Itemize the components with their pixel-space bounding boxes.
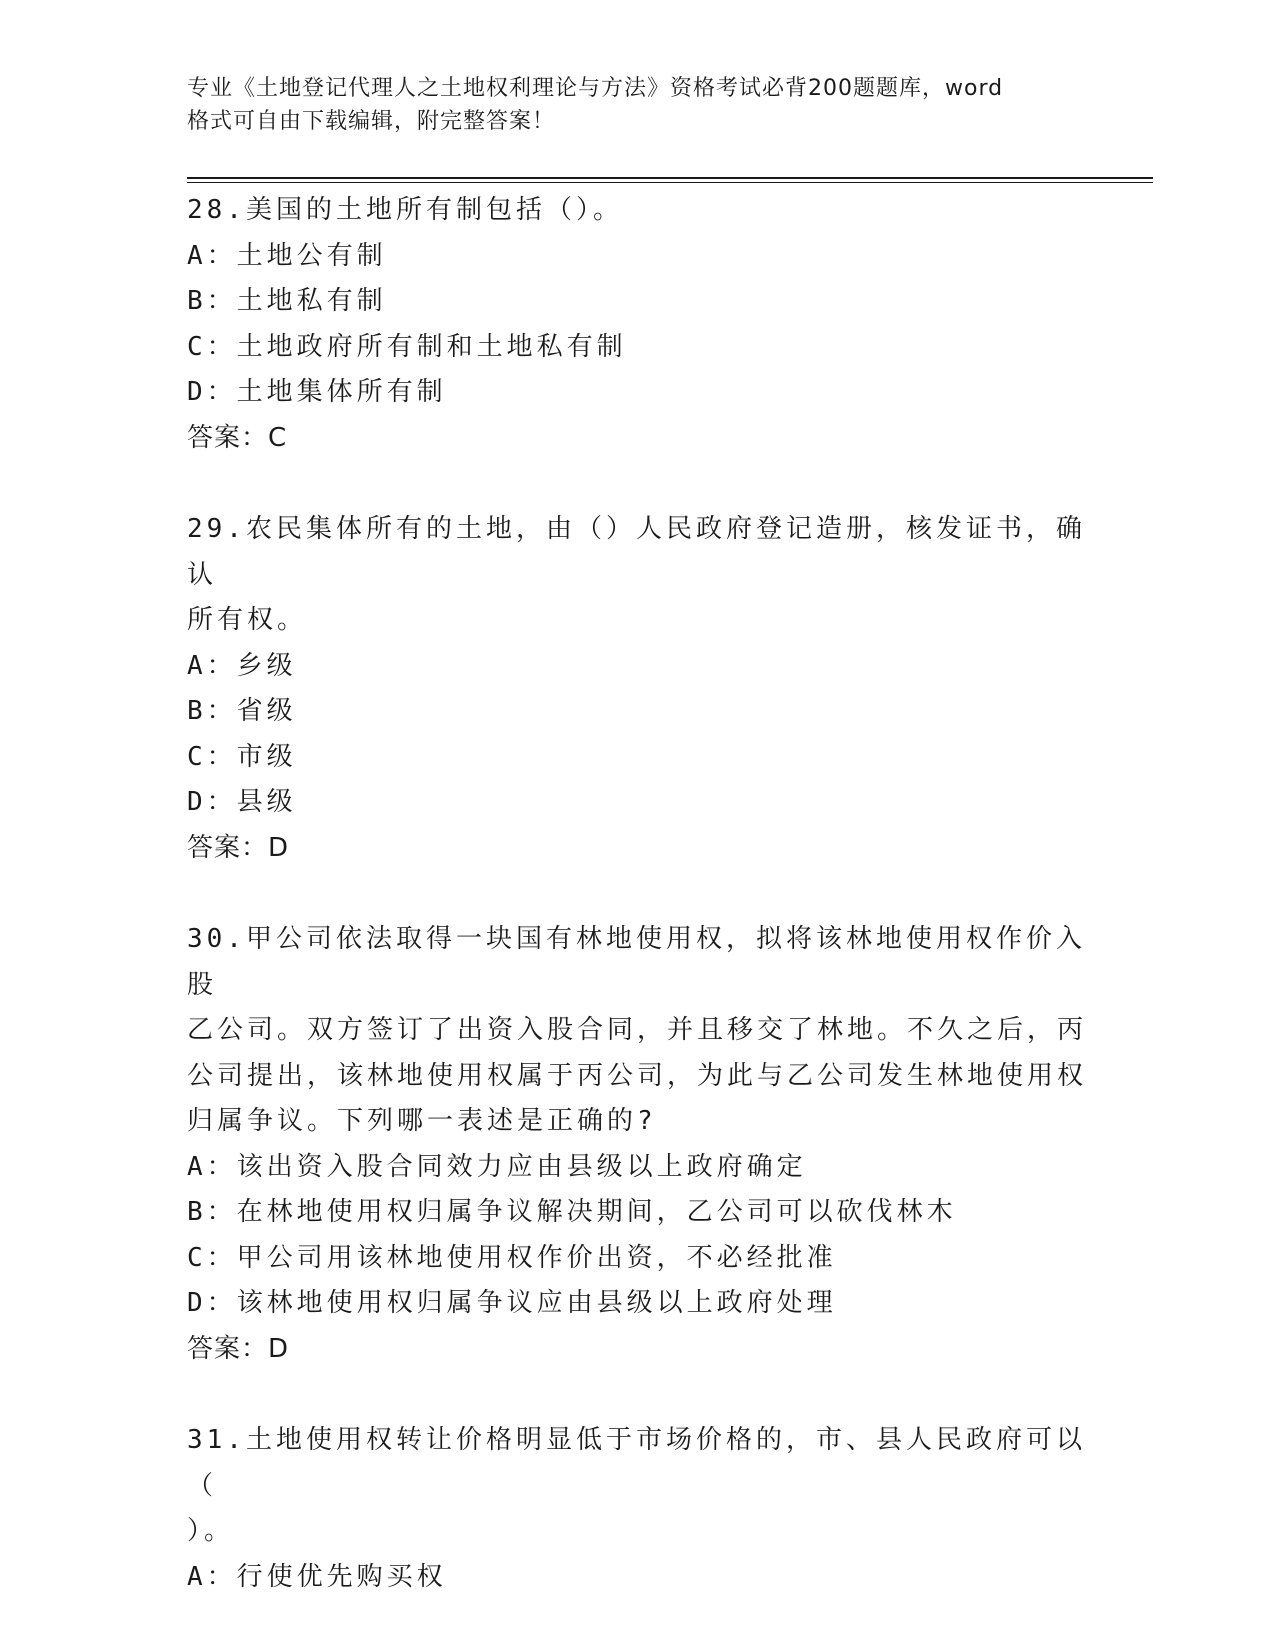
question-stem-continued: 乙公司。双方签订了出资入股合同，并且移交了林地。不久之后，丙	[187, 1015, 1088, 1045]
question-list	[187, 188, 1087, 1646]
question-29	[187, 507, 1087, 871]
question-stem-continued: 公司提出，该林地使用权属于丙公司，为此与乙公司发生林地使用权	[187, 1060, 1088, 1091]
question-31	[187, 1418, 1087, 1600]
answer-line: 答案：C	[187, 422, 288, 453]
header-divider-thin	[187, 182, 1153, 183]
question-stem: 29.农民集体所有的土地，由（）人民政府登记造册，核发证书，确认	[187, 514, 1086, 590]
question-stem-continued: 所有权。	[187, 605, 308, 635]
option-a: A：乡级	[187, 650, 297, 681]
option-b: B：在林地使用权归属争议解决期间，乙公司可以砍伐林木	[187, 1197, 957, 1227]
option-a: A：该出资入股合同效力应由县级以上政府确定	[187, 1151, 807, 1182]
option-c: C：甲公司用该林地使用权作价出资，不必经批准	[187, 1242, 837, 1273]
option-c: C：土地政府所有制和土地私有制	[187, 331, 627, 362]
option-a: A：土地公有制	[187, 240, 387, 271]
question-28	[187, 188, 1087, 461]
intro-line-1: 专业《土地登记代理人之土地权利理论与方法》资格考试必背200题题库，word	[187, 76, 1004, 101]
option-a: A：行使优先购买权	[187, 1561, 447, 1592]
option-c: C：市级	[187, 741, 297, 772]
intro-line-2: 格式可自由下载编辑，附完整答案！	[187, 109, 556, 134]
option-b: B：省级	[187, 696, 297, 726]
header-divider-thick	[187, 177, 1153, 179]
question-30	[187, 917, 1087, 1372]
question-stem-continued: 归属争议。下列哪一表述是正确的?	[187, 1106, 657, 1136]
option-d: D：土地集体所有制	[187, 377, 447, 407]
answer-line: 答案：D	[187, 1333, 290, 1364]
option-d: D：该林地使用权归属争议应由县级以上政府处理	[187, 1288, 837, 1318]
question-stem-continued: ）。	[187, 1516, 235, 1546]
option-d: D：县级	[187, 787, 297, 817]
question-stem: 31.土地使用权转让价格明显低于市场价格的，市、县人民政府可以（	[187, 1425, 1086, 1501]
answer-line: 答案：D	[187, 832, 290, 863]
option-b: B：土地私有制	[187, 286, 387, 316]
question-stem: 30.甲公司依法取得一块国有林地使用权，拟将该林地使用权作价入股	[187, 924, 1086, 1000]
question-stem: 28.美国的土地所有制包括（）。	[187, 195, 623, 225]
document-intro	[187, 72, 1087, 138]
